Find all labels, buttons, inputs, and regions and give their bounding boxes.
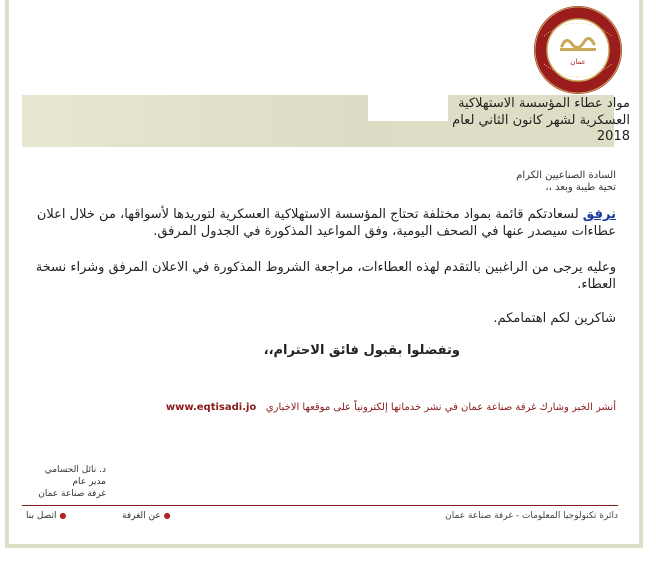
body-paragraph-3: شاكرين لكم اهتمامكم. [493,311,616,326]
title-line-3: 2018 [596,129,630,144]
chamber-logo[interactable] [532,4,624,96]
footer-contact-label: اتصل بنا [26,511,57,521]
newsletter-title [330,96,630,146]
footer-about-link[interactable] [122,511,171,521]
bullet-icon: ● [59,511,67,520]
promo-line [166,402,616,413]
footer-divider [22,505,618,506]
signature-name: د. نائل الحسامي [44,465,106,475]
promo-text: أنشر الخبر وشارك غرفة صناعة عمان في نشر خدماتها إلكترونياً على موقعها الاخباري [265,402,616,413]
footer-department: دائرة تكنولوجيا المعلومات - غرفة صناعة عمان [445,511,618,521]
footer-contact-link[interactable] [26,511,66,521]
attachment-link[interactable]: نرفق [582,207,616,222]
signature-role: مدير عام [72,477,106,487]
footer-about-label: عن الغرفة [122,511,161,521]
logo-sub-text: عمان [570,58,586,66]
signature-org: غرفة صناعة عمان [38,489,106,499]
title-line-1: مواد عطاء المؤسسة الاستهلاكية [458,96,630,111]
greeting-line-2: تحية طيبة وبعد ،، [545,182,616,193]
bullet-icon: ● [163,511,171,520]
greeting [516,170,616,194]
greeting-line-1: السادة الصناعيين الكرام [516,170,616,181]
title-line-2: العسكرية لشهر كانون الثاني لعام [452,112,630,128]
body-paragraph-2: وعليه يرجى من الراغبين بالتقدم لهذه العطاءات، مراجعة الشروط المذكورة في الاعلان المرفق وشراء نسخة العطاء. [35,260,616,292]
body-paragraph-1 [34,207,616,240]
paragraph-1-text: لسعادتكم قائمة بمواد مختلفة تحتاج المؤسسة الاستهلاكية العسكرية لتوريدها لأسواقها، من خلال اعلان عطاءات سيصدر عنها في الصحف اليومية، وفق المواعيد المذكورة في الجدول المرفق. [36,207,616,239]
signature-block [38,464,106,500]
closing-line: وتفضلوا بقبول فائق الاحترام،، [263,343,460,358]
promo-site-link[interactable]: www.eqtisadi.jo [165,402,257,413]
